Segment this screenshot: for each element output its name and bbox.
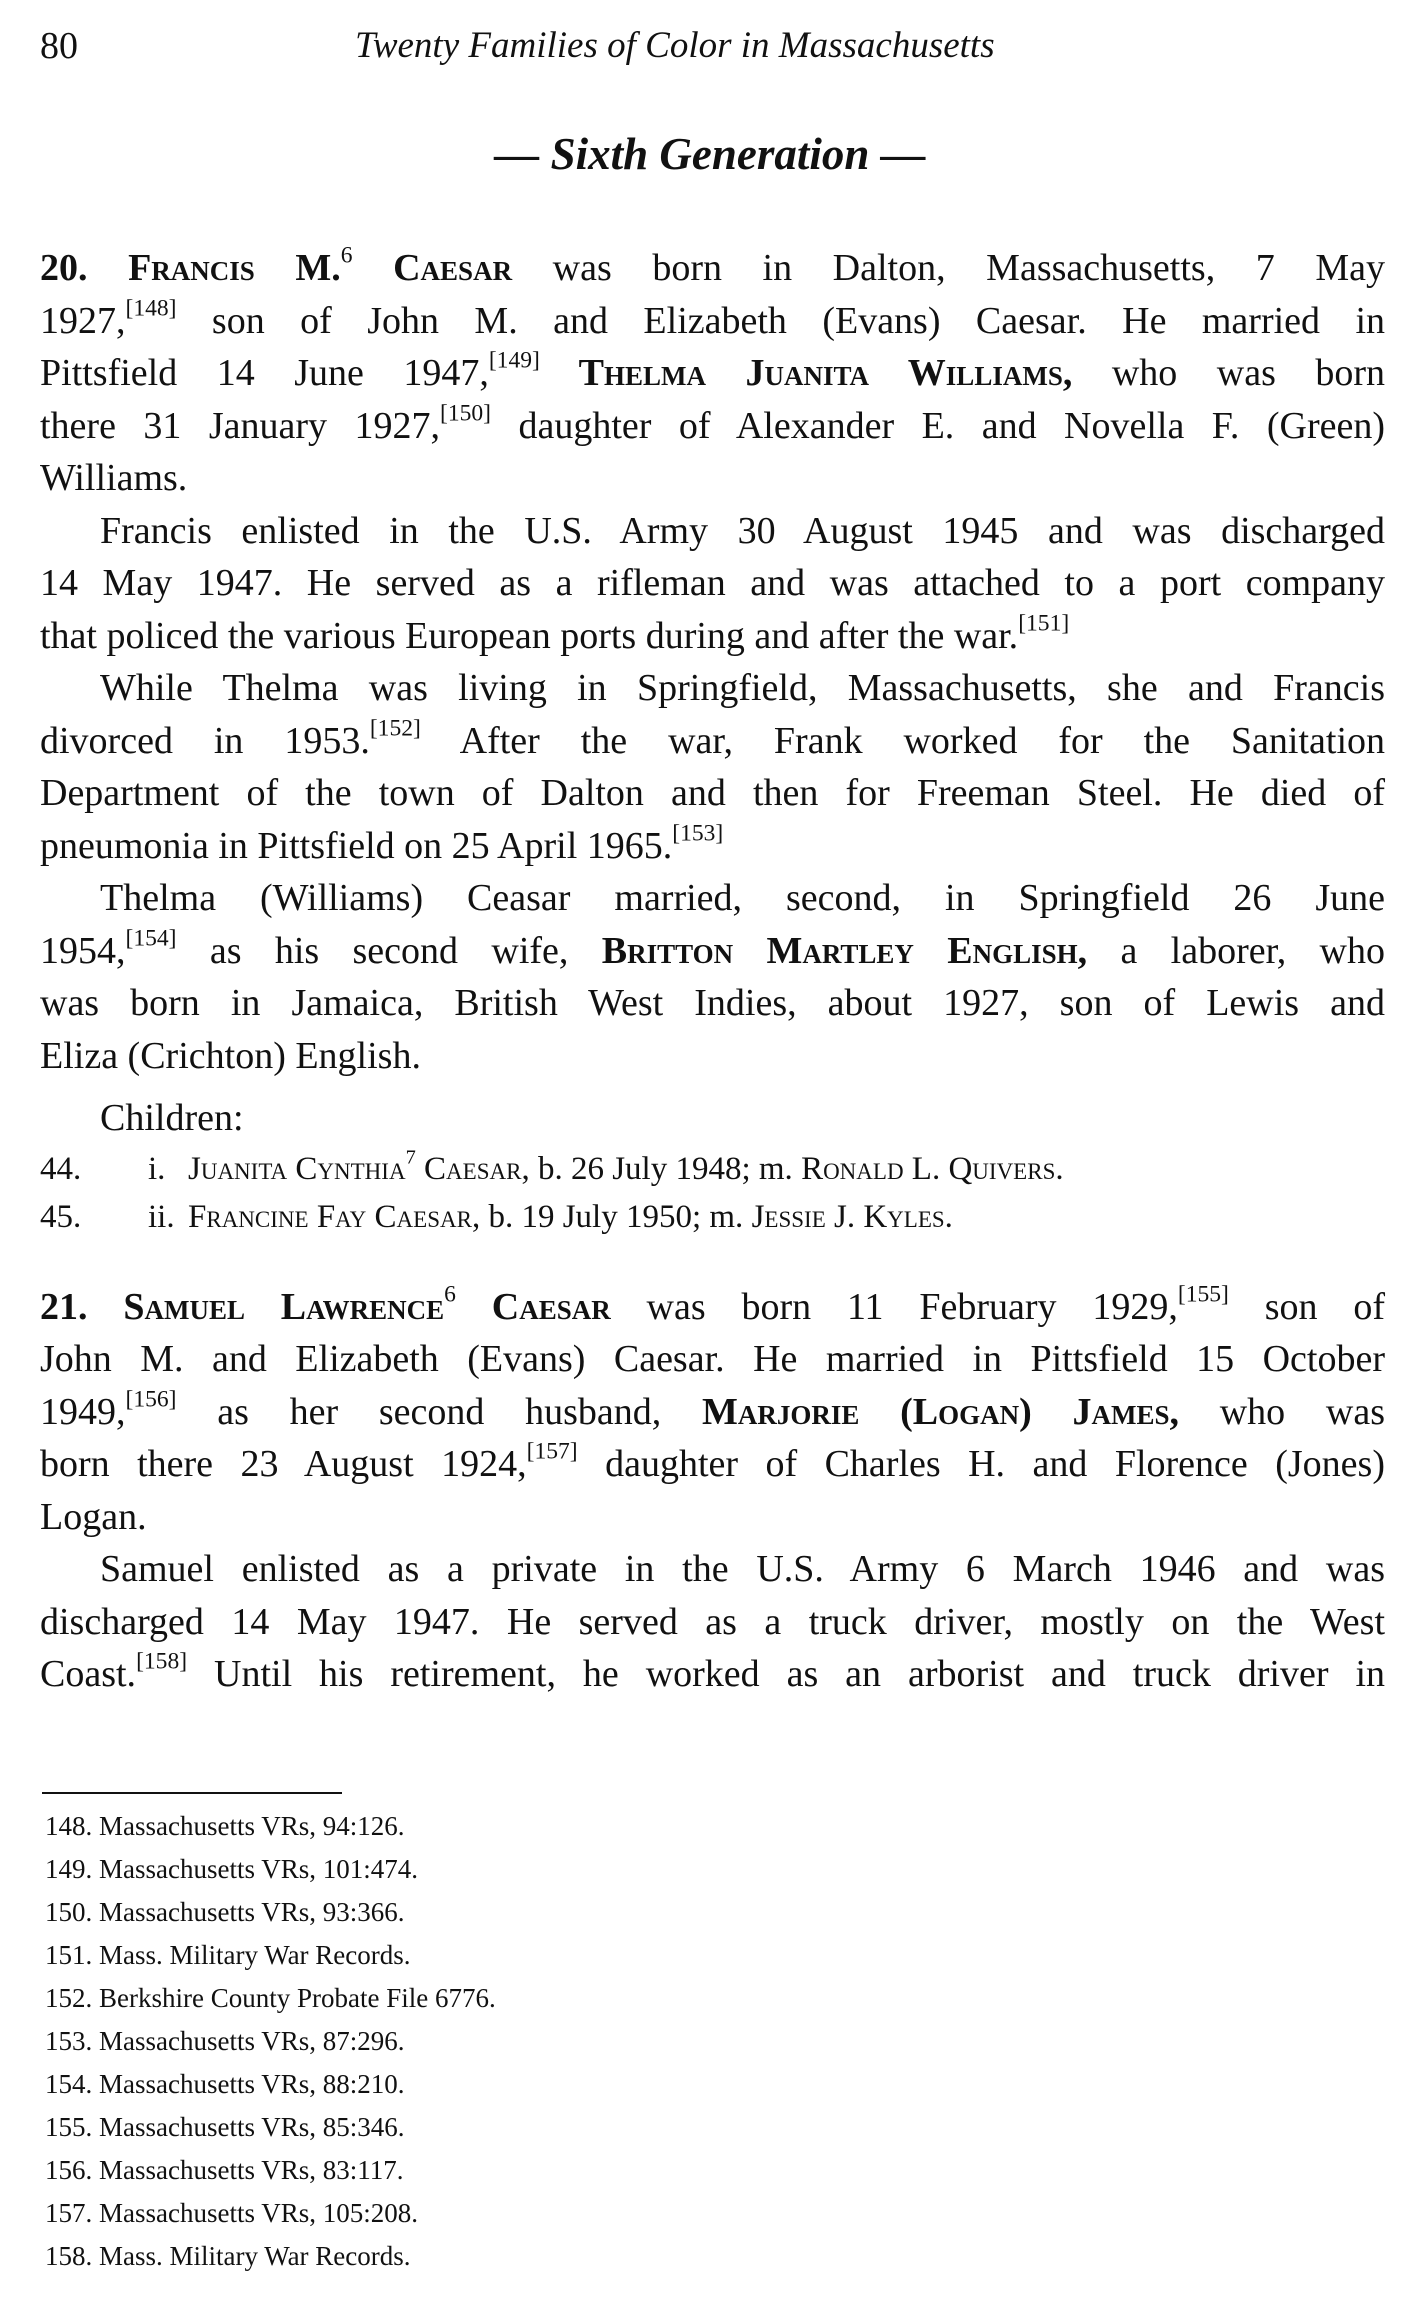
footnote-ref: [154]	[125, 924, 177, 951]
child-entry: Juanita Cynthia$^7$ Caesar, b. 26 July 1948; m. Ronald L. Quivers.	[188, 1146, 1064, 1187]
entry-20-line-4: there 31 January 1927,[150] daughter of Alexander E. and Novella F. (Green)	[40, 399, 1385, 447]
footnote: 150. Massachusetts VRs, 93:366.	[45, 1897, 405, 1927]
footnote-ref: [158]	[136, 1648, 188, 1675]
footnote: 152. Berkshire County Probate File 6776.	[45, 1983, 496, 2013]
entry-20-para4-line-2: 1954,[154] as his second wife, Britton Martley English, a laborer, who	[40, 924, 1385, 972]
footnote-ref: [155]	[1177, 1280, 1229, 1307]
child-number: 45.	[40, 1198, 82, 1235]
children-label: Children:	[100, 1097, 244, 1139]
generation-number: 6	[340, 242, 353, 269]
entry-21-para2-line-1: Samuel enlisted as a private in the U.S. Army 6 March 1946 and was	[100, 1548, 1385, 1590]
entry-20-para4-line-1: Thelma (Williams) Ceasar married, second, in Springfield 26 June	[100, 877, 1385, 919]
footnote: 153. Massachusetts VRs, 87:296.	[45, 2026, 405, 2056]
entry-21-para2-line-3: Coast.[158] Until his retirement, he worked as an arborist and truck driver in	[40, 1648, 1385, 1695]
footnote-ref: [151]	[1018, 609, 1070, 636]
child-row	[40, 1193, 1385, 1241]
footnote: 151. Mass. Military War Records.	[45, 1940, 411, 1970]
running-title: Twenty Families of Color in Massachusetts	[355, 25, 995, 66]
entry-20-para3-line-1: While Thelma was living in Springfield, Massachusetts, she and Francis	[100, 667, 1385, 709]
footnote: 158. Mass. Military War Records.	[45, 2241, 411, 2271]
entry-20-line-2: 1927,[148] son of John M. and Elizabeth (Evans) Caesar. He married in	[40, 294, 1385, 342]
child-roman-numeral: i.	[148, 1150, 166, 1187]
entry-20-para2-line-1: Francis enlisted in the U.S. Army 30 August 1945 and was discharged	[100, 509, 1385, 552]
spouse-name: Marjorie (Logan) James,	[702, 1390, 1179, 1433]
footnote-ref: [157]	[526, 1438, 578, 1465]
entry-20-line-1: 20. Francis M.$^6$ Caesar was born in Dalton, Massachusetts, 7 May	[40, 242, 1385, 289]
footnote-ref: [149]	[488, 347, 540, 374]
footnote: 155. Massachusetts VRs, 85:346.	[45, 2112, 405, 2142]
footnote: 157. Massachusetts VRs, 105:208.	[45, 2198, 419, 2228]
entry-21-line-1: 21. Samuel Lawrence$^6$ Caesar was born 11 February 1929,[155] son of	[40, 1280, 1386, 1328]
section-heading: — Sixth Generation —	[494, 129, 926, 179]
child-entry: Francine Fay Caesar, b. 19 July 1950; m. Jessie J. Kyles.	[188, 1198, 953, 1235]
footnote-ref: [153]	[672, 819, 724, 846]
person-surname: Caesar	[393, 247, 513, 289]
entry-21-line-5: Logan.	[40, 1495, 147, 1538]
entry-20-line-3: Pittsfield 14 June 1947,[149] Thelma Juanita Williams, who was born	[40, 347, 1385, 394]
entry-21-line-4: born there 23 August 1924,[157] daughter of Charles H. and Florence (Jones)	[40, 1438, 1385, 1485]
entry-20-para4-line-4: Eliza (Crichton) English.	[40, 1034, 421, 1077]
entry-20-para4-line-3: was born in Jamaica, British West Indies, about 1927, son of Lewis and	[40, 982, 1385, 1024]
footnote-ref: [150]	[439, 399, 491, 426]
footnote: 156. Massachusetts VRs, 83:117.	[45, 2155, 404, 2185]
footnote-rule	[42, 1792, 342, 1794]
child-roman-numeral: ii.	[148, 1198, 175, 1235]
entry-20-para2-line-2: 14 May 1947. He served as a rifleman and was attached to a port company	[40, 562, 1385, 604]
entry-number: 20.	[40, 247, 88, 289]
entry-20-line-5: Williams.	[40, 457, 188, 499]
footnote-ref: [152]	[369, 714, 421, 741]
entry-20-para3-line-4: pneumonia in Pittsfield on 25 April 1965.[153]	[40, 819, 724, 867]
entry-20-para2-line-3: that policed the various European ports during and after the war.[151]	[40, 609, 1070, 657]
person-name: Francis M.	[128, 247, 341, 289]
entry-21-para2-line-2: discharged 14 May 1947. He served as a truck driver, mostly on the West	[40, 1600, 1385, 1643]
entry-20-para3-line-3: Department of the town of Dalton and then for Freeman Steel. He died of	[40, 772, 1385, 814]
entry-21-line-2: John M. and Elizabeth (Evans) Caesar. He married in Pittsfield 15 October	[40, 1338, 1385, 1380]
child-number: 44.	[40, 1150, 82, 1187]
entry-20-para3-line-2: divorced in 1953.[152] After the war, Frank worked for the Sanitation	[40, 714, 1385, 762]
child-row	[40, 1145, 1385, 1193]
entry-21-line-3: 1949,[156] as her second husband, Marjorie (Logan) James, who was	[40, 1385, 1385, 1433]
footnote-ref: [156]	[125, 1385, 177, 1412]
footnote: 149. Massachusetts VRs, 101:474.	[45, 1854, 419, 1884]
person-name: Samuel Lawrence	[123, 1285, 445, 1328]
running-header	[40, 24, 1380, 74]
page-number: 80	[40, 25, 78, 67]
footnote-ref: [148]	[125, 294, 177, 321]
generation-number: 6	[444, 1280, 456, 1307]
body-text	[40, 242, 1385, 1701]
entry-number: 21.	[40, 1285, 88, 1328]
footnote: 154. Massachusetts VRs, 88:210.	[45, 2069, 405, 2099]
spouse-name: Thelma Juanita Williams,	[539, 352, 1073, 394]
person-surname: Caesar	[491, 1285, 611, 1328]
footnotes	[45, 1805, 496, 2278]
spouse-name: Britton Martley English,	[601, 929, 1088, 972]
footnote: 148. Massachusetts VRs, 94:126.	[45, 1811, 405, 1841]
